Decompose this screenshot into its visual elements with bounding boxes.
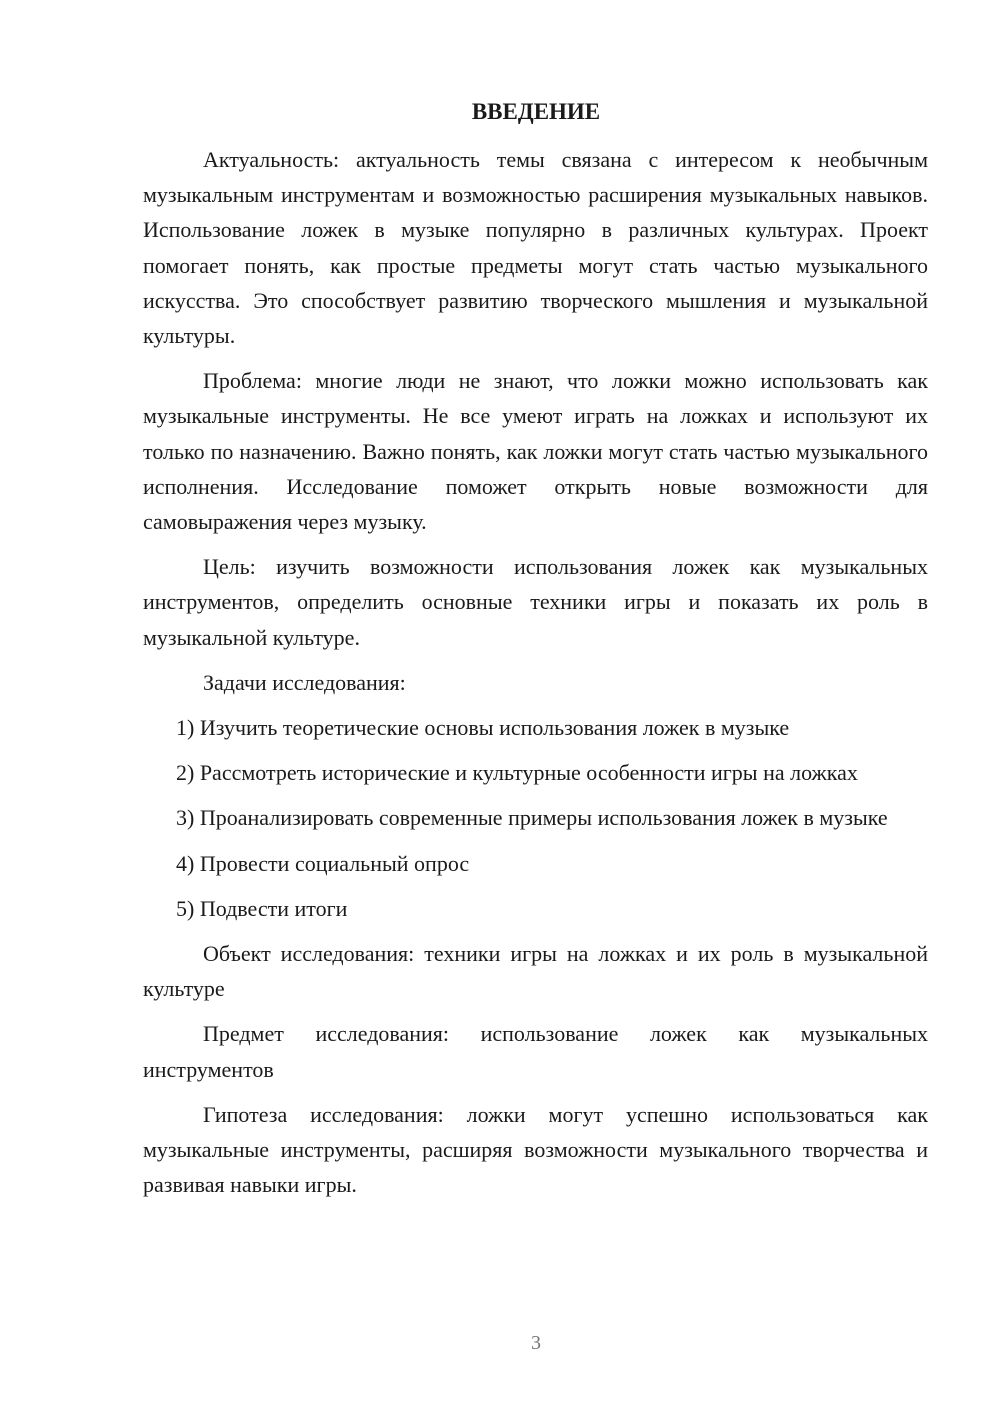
paragraph-subject: Предмет исследования: использование ложек как музыкальных инструментов xyxy=(143,1021,928,1082)
paragraph-problem: Проблема: многие люди не знают, что ложки можно использовать как музыкальные инструменты. Не все умеют играть на ложках и используют их только по назначению. Важно понять, как ложки могут стать частью музыкального исполнения. Исследование поможет открыть новые возможности для самовыражения через музыку. xyxy=(143,368,928,535)
document-body xyxy=(143,142,928,1212)
paragraph-goal: Цель: изучить возможности использования ложек как музыкальных инструментов, определить основные техники игры и показать их роль в музыкальной культуре. xyxy=(143,554,928,650)
paragraph-tasks-heading: Задачи исследования: xyxy=(203,669,406,695)
task-item: 3) Проанализировать современные примеры использования ложек в музыке xyxy=(176,805,888,831)
paragraph-hypothesis: Гипотеза исследования: ложки могут успешно использоваться как музыкальные инструменты, расширяя возможности музыкального творчества и развивая навыки игры. xyxy=(143,1101,928,1198)
task-item: 2) Рассмотреть исторические и культурные особенности игры на ложках xyxy=(176,760,858,786)
paragraph-relevance: Актуальность: актуальность темы связана с интересом к необычным музыкальным инструментам и возможностью расширения музыкальных навыков. Использование ложек в музыке популярно в различных культурах. Проект помогает понять, как простые предметы могут стать частью музыкального искусства. Это способствует развитию творческого мышления и музыкальной культуры. xyxy=(143,147,928,349)
page-number: 3 xyxy=(531,1332,541,1354)
heading-text: ВВЕДЕНИЕ xyxy=(471,99,601,124)
task-item: 4) Провести социальный опрос xyxy=(176,850,470,876)
paragraph-object: Объект исследования: техники игры на ложках и их роль в музыкальной культуре xyxy=(143,941,928,1002)
task-item: 5) Подвести итоги xyxy=(176,895,348,921)
page-heading xyxy=(0,98,1000,126)
task-item: 1) Изучить теоретические основы использования ложек в музыке xyxy=(176,715,790,741)
